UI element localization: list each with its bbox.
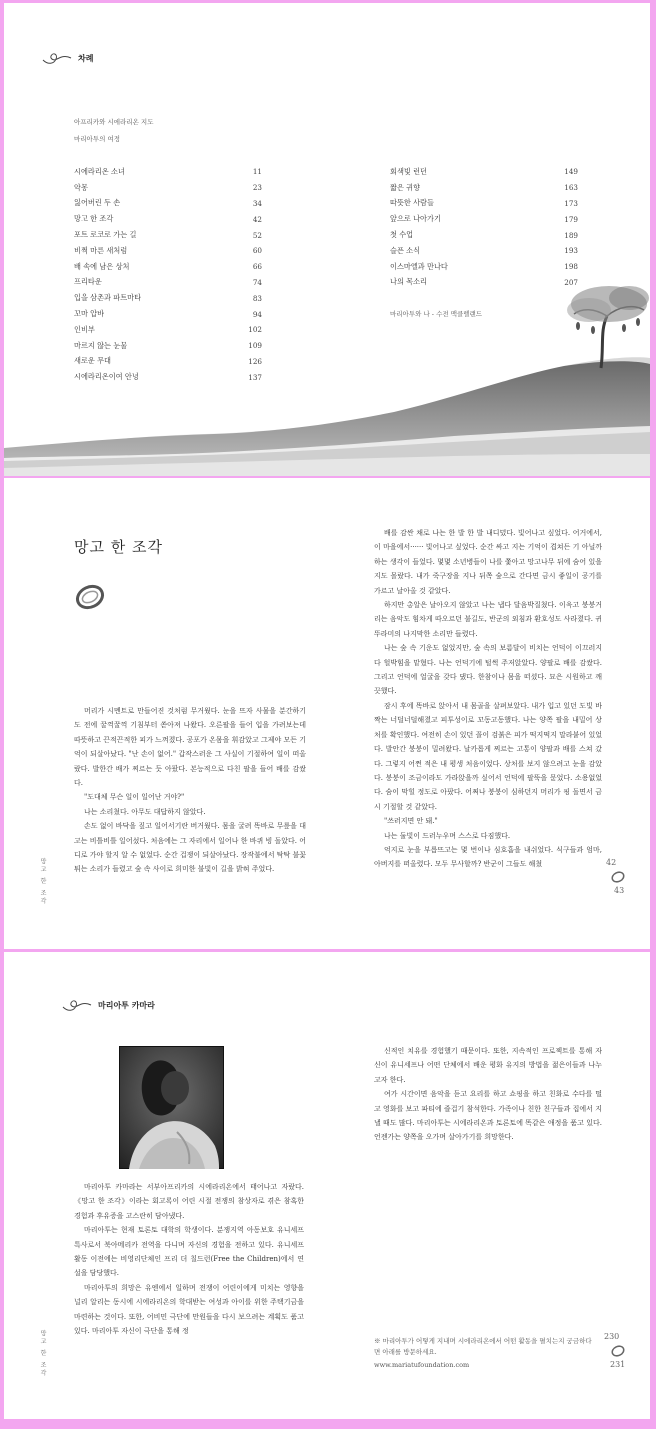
toc-entry-page: 198: [564, 262, 578, 272]
toc-header-text: 차례: [78, 53, 94, 63]
paragraph: 배를 감싼 채로 나는 한 발 한 발 내디뎠다. 빛어나고 싶었다. 어거에서, 이 마을에서······ 빛어나고 싶었다. 순간 싸고 지는 기억이 겹쳐든 기 아닐까 하는 생각이 들었다. 몇몇 소년병들이 나를 쫓아고 망고나무 뒤에 숨어 있을지도 몰랐다. 내가 죽구장을 지나 뒤쪽 숲으로 간다면 금시 좋일이 공기를 가르고 날아올 것 같았다.: [374, 529, 602, 595]
landscape-illustration: [4, 286, 650, 476]
toc-entry-title: 새로운 무대: [74, 356, 112, 366]
paragraph: 잠시 후에 똑바로 앉아서 내 몸골을 살펴보았다. 내가 입고 있던 도빛 바짝는 너덜너덜해졌고 피투성이로 꼬동고동했다. 나는 양쪽 팔을 내밀어 상처를 확인했다. 여전히 손이 있던 꼴이 검붉은 피가 떡지떡지 말라붙어 있었다. 발안간 붕붕이 밀려왔다. 날카롭게 찌르는 고통이 양팔과 배를 스쳐 갔다. 그렇지 어쩐 적은 내 평생 처음이었다. 상처를 보지 않으려고 눈을 감았다. 붕붕이 조금이라도 가라앉을까 싶어서 언덕에 팔뚝을 묻었다. 소용없었다. 숨이 막힐 정도로 아팠다. 어쩌나 붕붕이 심하던지 머리가 핑 돌면서 금시 기절할 것 같았다.: [374, 701, 602, 811]
paragraph: 나는 숲 속 기운도 없었지만, 숲 속의 보름달이 비치는 언덕이 이끄러지다 헐박힘을 맡혔다. 나는 언덕기에 털썩 주저앉았다. 양팔로 배를 감쌌다. 그리고 언덕에 얼굴을 갖다 댔다. 한참이나 몸을 떠셨다. 묘은 시원하고 깨끗했다.: [374, 644, 602, 696]
paragraph: 나는 소리쳤다. 아무도 대답하지 않았다.: [84, 807, 206, 816]
toc-header: [42, 51, 93, 65]
paragraph: 마리아투의 희망은 유엔에서 일하며 전쟁이 어린이에게 미치는 영향을 널리 알리는 동시에 시에라리온의 학대받는 여성과 아이를 위한 주택기금을 마련하는 것이다. 또한, 어비민 극단에 만원들을 다시 보으려는 계획도 품고 있다. 마리아투 자신이 극단을 통해 정: [74, 1283, 304, 1336]
author-header-text: 마리아투 카마라: [98, 1000, 155, 1010]
paragraph: "도대체 무슨 일이 일어난 거야?": [84, 793, 185, 802]
page-ring-icon: [610, 870, 626, 884]
toc-entry-page: 11: [252, 167, 262, 177]
toc-entry-page: 163: [564, 183, 578, 193]
swirl-ornament-icon: [42, 51, 72, 65]
toc-entry-title: 프리타운: [74, 277, 102, 287]
toc-entry-page: 109: [248, 341, 262, 351]
paragraph: 하지만 총알은 날아오지 않았고 나는 냅다 달음박질쳤다. 이윽고 붕붕거리는 음악도 힘차게 따오르던 불길도, 반군의 외침과 환호성도 사라졌다. 귀뚜라미의 나지막한 소리만 들렸다.: [374, 601, 602, 638]
chapter-page-right: 43: [614, 886, 625, 895]
tree-icon: [567, 286, 649, 368]
toc-entry: [74, 164, 262, 180]
chapter-spread: [4, 478, 650, 949]
toc-entry-title: 인비부: [74, 324, 95, 334]
paragraph: 여가 시간이면 음악을 듣고 요리를 하고 쇼핑을 하고 친화로 수다를 떨고 영화를 보고 파티에 즐겁기 참석한다. 가족이나 친한 친구들과 집에서 지낼 때도 많다. 마리아투는 시에라리온과 토론토에 똑같은 애정을 품고 있다. 언젠가는 양쪽을 오가며 살아가기를 희망한다.: [374, 1090, 602, 1142]
ring-ornament-icon: [74, 583, 106, 611]
author-spine-label: 망고 한 조각: [39, 1330, 46, 1378]
toc-entry-title: 꼬마 압바: [74, 309, 105, 319]
author-spread: [4, 952, 650, 1419]
toc-afterword: 마리아투와 나 - 수전 맥클렐랜드: [390, 310, 483, 318]
toc-entry: [390, 180, 578, 196]
toc-entry-page: 173: [564, 198, 578, 208]
toc-entry: [74, 243, 262, 259]
toc-entry-page: 94: [252, 309, 262, 319]
toc-entry-page: 66: [252, 262, 262, 272]
toc-entry: [74, 180, 262, 196]
toc-right-column: [390, 164, 578, 290]
toc-entry-page: 207: [564, 277, 578, 287]
toc-entry-page: 189: [564, 230, 578, 240]
author-header: [62, 998, 155, 1012]
author-right-text: [374, 1044, 602, 1145]
toc-entry-title: 이스마엘과 만나다: [390, 261, 448, 271]
author-footnote: ※ 마리아투가 어떻게 지내며 시에라리온에서 어떤 활동을 펼치는지 궁금하다면 아래를 방문하세요.: [374, 1337, 592, 1356]
chapter-left-text: [74, 704, 306, 877]
toc-entry-title: 망고 한 조각: [74, 214, 114, 224]
swirl-ornament-icon: [62, 998, 92, 1012]
toc-entry-page: 126: [248, 356, 262, 366]
paragraph: 손도 없이 바닥을 짚고 일어서기란 버거웠다. 몸을 굴려 똑바로 무릎을 대고는 비틀비틀 일어섰다. 처음에는 그 자리에서 일어나 한 바퀴 빙 돌았다. 어디로 가야 할지 알 수 없었다. 순간 겁쟁이 되살아났다. 장작불에서 탁탁 불꽃 튀는 소리가 들렸고 숲 속 사이로 희미한 불빛이 길을 밝혀 주었다.: [74, 822, 306, 874]
toc-intro-journey: 마리아투의 여정: [74, 135, 121, 143]
toc-entry-title: 회색빛 런던: [390, 166, 428, 176]
chapter-spine-label: 망고 한 조각: [39, 858, 46, 906]
toc-entry-title: 포트 로코로 가는 길: [74, 230, 137, 240]
toc-entry-title: 따뜻한 사람들: [390, 198, 434, 208]
toc-entry-page: 23: [252, 183, 262, 193]
paragraph: 신적인 치유를 경험했기 때문이다. 또한, 지속적인 프로젝트를 통해 자신이 유니세프나 어떤 단체에서 배운 평화 유지의 방법을 젊은이들과 나누고자 한다.: [374, 1047, 602, 1084]
paragraph: 억지로 눈을 부릅뜨고는 몇 번이나 심호흡을 내쉬었다. 식구들과 엄마, 아버지를 떠올렸다. 모두 무사할까? 반군이 그들도 해쳤: [374, 845, 602, 869]
toc-entry-title: 잃어버린 두 손: [74, 198, 121, 208]
toc-entry: [390, 164, 578, 180]
paragraph: 마리아투는 현재 토론토 대학의 학생이다. 분쟁지역 아동보호 유니세프 특사로서 북아메리카 전역을 다니며 자신의 경험을 전하고 있다. 유니세프 활동 이전에는 비영리단체인 프리 더 칠드런(Free the Children)에서 연설을 담당했다.: [74, 1226, 304, 1278]
chapter-page-left: 42: [606, 858, 617, 867]
page-ring-icon: [610, 1344, 626, 1358]
toc-entry-title: 마르지 않는 눈물: [74, 340, 128, 350]
toc-entry-page: 52: [252, 230, 262, 240]
toc-entry-title: 앞으로 나아가기: [390, 214, 441, 224]
author-photo: [119, 1046, 224, 1169]
paragraph: 머리가 시멘트로 만들어진 것처럼 무거웠다. 눈을 뜨자 사물을 분간하기도 전에 꿀꺽꿀꺽 기침부터 쏟아져 나왔다. 오른팔을 들어 입을 가려보는데 따뜻하고 끈적끈적한 피가 느껴졌다. 공포가 온몸을 휘감았고 그제야 모든 기억이 되살아났다. "난 손이 없어." 갑작스러운 그 사실이 기절하여 일이 떠올랐다. 발한간 배가 찌르는 듯 아팠다. 본능적으로 다친 팔을 들어 배를 감쌌다.: [74, 707, 306, 788]
paragraph: "쓰러지면 안 돼.": [384, 817, 438, 826]
toc-entry-title: 시에라리온이여 안녕: [74, 372, 139, 382]
toc-entry-page: 149: [564, 167, 578, 177]
toc-entry-page: 42: [252, 214, 262, 224]
chapter-title: 망고 한 조각: [74, 538, 163, 556]
toc-entry-title: 시에라리온 소녀: [74, 166, 125, 176]
toc-entry-title: 배 속에 남은 상처: [74, 261, 130, 271]
toc-entry-title: 슬픈 소식: [390, 245, 421, 255]
toc-entry-title: 입을 삼촌과 파트마타: [74, 293, 142, 303]
toc-entry-page: 179: [564, 214, 578, 224]
toc-entry: [74, 211, 262, 227]
toc-entry-page: 60: [252, 246, 262, 256]
toc-entry: [74, 227, 262, 243]
toc-entry: [390, 259, 578, 275]
toc-entry-page: 74: [252, 277, 262, 287]
toc-intro-map: 아프리카와 시에라리온 지도: [74, 118, 154, 126]
author-left-text: [74, 1180, 304, 1338]
author-website-link[interactable]: www.mariatufoundation.com: [374, 1361, 470, 1369]
paragraph: 마리아투 카마라는 서부아프리카의 시에라리온에서 태어나고 자랐다. 《망고 한 조각》이라는 회고록이 어린 시절 전쟁의 참상자로 겪은 참혹한 경험과 후유증을 고스란히 담아냈다.: [74, 1183, 304, 1220]
toc-entry: [74, 196, 262, 212]
toc-entry: [390, 196, 578, 212]
toc-entry-page: 34: [252, 198, 262, 208]
author-page-right: 231: [610, 1360, 626, 1369]
toc-entry-page: 193: [564, 246, 578, 256]
toc-entry-title: 악몽: [74, 182, 88, 192]
toc-entry: [390, 227, 578, 243]
author-page-left: 230: [604, 1332, 620, 1341]
paragraph: 나는 둘빛이 드러누우며 스스로 다짐했다.: [384, 831, 511, 840]
chapter-right-text: [374, 526, 602, 872]
toc-entry: [74, 259, 262, 275]
toc-entry: [390, 211, 578, 227]
toc-entry-title: 짧은 귀향: [390, 182, 421, 192]
toc-entry-page: 137: [248, 372, 262, 382]
toc-entry-title: 비쩍 마른 새처럼: [74, 245, 128, 255]
toc-spread: [4, 3, 650, 476]
toc-entry-page: 83: [252, 293, 262, 303]
toc-entry-title: 나의 목소리: [390, 277, 428, 287]
toc-entry-page: 102: [248, 325, 262, 335]
toc-entry-title: 첫 수업: [390, 230, 414, 240]
toc-entry: [390, 243, 578, 259]
